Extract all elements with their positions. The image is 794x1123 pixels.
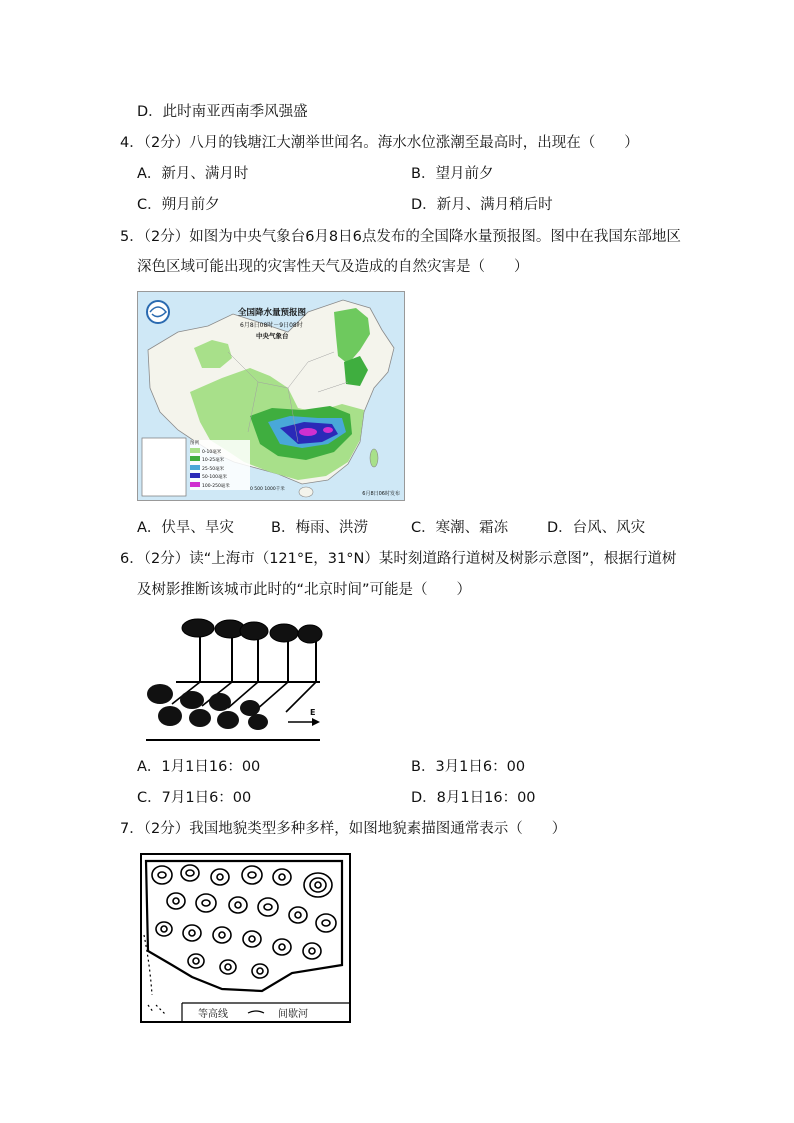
legend-item — [190, 482, 250, 491]
q6-stem-line2: 及树影推断该城市此时的“北京时间”可能是（ ） — [137, 582, 472, 598]
legend-swatch-2 — [190, 465, 200, 470]
karst-sketch-svg — [142, 855, 349, 1021]
south-china-sea-inset — [142, 438, 186, 496]
q5-option-a: A．伏旱、旱灾 — [137, 520, 234, 536]
tree — [270, 624, 298, 682]
legend-item — [190, 448, 250, 457]
legend-label-1: 10-25毫米 — [202, 458, 225, 463]
legend-label-0: 0-10毫米 — [202, 449, 222, 455]
legend-item — [190, 465, 250, 474]
rain-area-magenta-2 — [323, 427, 333, 433]
map-title: 全国降水量预报图 — [238, 308, 307, 318]
legend-item — [190, 456, 250, 465]
tree-shadow-svg — [140, 612, 325, 744]
legend-label-4: 100-250毫米 — [202, 483, 230, 489]
legend-contour-sample — [248, 1011, 264, 1013]
legend-label-2: 25-50毫米 — [202, 466, 225, 472]
tree — [240, 622, 268, 682]
legend-title: 图例 — [190, 441, 199, 446]
q5-option-c: C．寒潮、霜冻 — [411, 520, 509, 536]
legend-swatch-1 — [190, 456, 200, 461]
legend-label-3: 50-100毫米 — [202, 475, 227, 480]
tree — [298, 625, 322, 682]
q4-stem: 4．（2分）八月的钱塘江大潮举世闻名。海水水位涨潮至最高时，出现在（ ） — [120, 135, 639, 151]
legend-swatch-3 — [190, 473, 200, 478]
hainan-island — [299, 487, 313, 497]
karst-landform-sketch — [140, 853, 351, 1023]
q5-option-b: B．梅雨、洪涝 — [271, 520, 368, 536]
legend-river-label: 间歇河 — [278, 1009, 308, 1020]
q6-option-c: C．7月1日6：00 — [137, 790, 252, 806]
map-issuer: 中央气象台 — [256, 332, 289, 340]
map-legend — [190, 440, 250, 490]
q4-option-c: C．朔月前夕 — [137, 197, 220, 213]
q6-stem-line1: 6．（2分）读“上海市（121°E，31°N）某时刻道路行道树及树影示意图”，根据行道树 — [120, 551, 677, 567]
q3-option-d: D．此时南亚西南季风强盛 — [137, 104, 308, 120]
rain-area-magenta — [299, 428, 317, 436]
map-footer: 6月8日06时发布 — [362, 491, 400, 497]
q6-option-d: D．8月1日16：00 — [411, 790, 536, 806]
q6-option-a: A．1月1日16：00 — [137, 759, 261, 775]
map-subtitle: 6月8日08时－9日08时 — [240, 322, 303, 329]
direction-label: E — [310, 708, 316, 717]
q4-option-a: A．新月、满月时 — [137, 166, 249, 182]
q6-option-b: B．3月1日6：00 — [411, 759, 526, 775]
precipitation-forecast-map — [137, 291, 405, 501]
legend-item — [190, 473, 250, 482]
legend-swatch-4 — [190, 482, 200, 487]
map-scale: 0 500 1000千米 — [250, 487, 285, 492]
legend-contour-label: 等高线 — [198, 1009, 228, 1020]
q5-option-d: D．台风、风灾 — [547, 520, 646, 536]
east-arrowhead-icon — [312, 718, 320, 726]
tree-row — [182, 619, 322, 682]
q5-stem-line1: 5．（2分）如图为中央气象台6月8日6点发布的全国降水量预报图。图中在我国东部地区 — [120, 229, 681, 245]
legend-swatch-0 — [190, 448, 200, 453]
q7-stem: 7．（2分）我国地貌类型多种多样，如图地貌素描图通常表示（ ） — [120, 821, 567, 837]
taiwan-island — [370, 449, 378, 467]
q4-option-d: D．新月、满月稍后时 — [411, 197, 553, 213]
contour-hills — [152, 865, 336, 978]
shadow-crowns — [147, 684, 268, 730]
q4-option-b: B．望月前夕 — [411, 166, 494, 182]
q5-stem-line2: 深色区域可能出现的灾害性天气及造成的自然灾害是（ ） — [137, 259, 529, 275]
tree — [182, 619, 214, 682]
tree-shadow-figure — [140, 612, 325, 744]
